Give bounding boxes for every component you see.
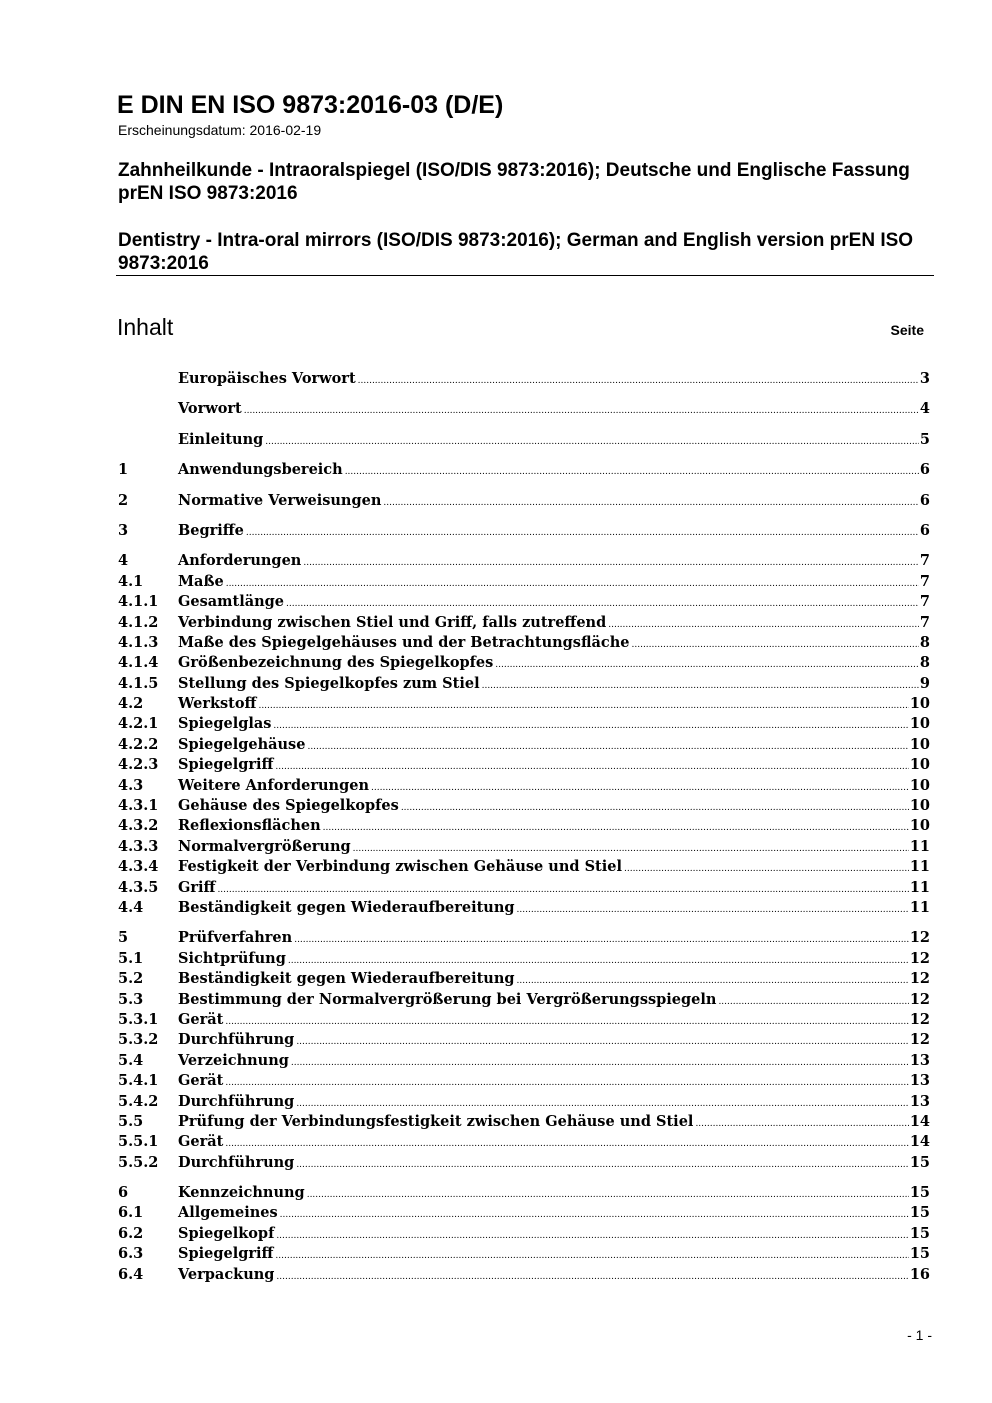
toc-entry-page: 11 (909, 898, 930, 916)
toc-entry-number: 4.3.4 (118, 858, 159, 876)
toc-entry-number: 6.2 (118, 1224, 144, 1242)
toc-entry-title: Durchführung (178, 1153, 295, 1171)
toc-entry-5-1[interactable] (118, 949, 930, 969)
toc-entry-number: 4.1.1 (118, 593, 159, 611)
toc-dot-leader (296, 1094, 909, 1114)
toc-entry-title: Einleitung (178, 430, 264, 448)
toc-entry-title: Europäisches Vorwort (178, 370, 356, 387)
toc-dot-leader (517, 900, 909, 920)
toc-dot-leader (286, 594, 919, 614)
toc-dot-leader (632, 635, 919, 655)
toc-dot-leader (225, 1012, 908, 1032)
toc-entry-4-3-5[interactable] (118, 878, 930, 898)
toc-entry-page: 12 (909, 929, 930, 947)
toc-entry-4-2-2[interactable] (118, 735, 930, 755)
toc-entry-number: 5.5.2 (118, 1153, 159, 1171)
toc-entry-5[interactable] (118, 928, 930, 948)
toc-entry-title: Gehäuse des Spiegelkopfes (178, 797, 399, 815)
toc-entry-page: 6 (919, 491, 930, 509)
toc-entry-number: 5.4.1 (118, 1072, 159, 1090)
toc-dot-leader (288, 951, 909, 971)
toc-entry-number: 4.1 (118, 572, 144, 590)
table-of-contents (118, 369, 930, 1285)
toc-entry-number: 5.4.2 (118, 1092, 159, 1110)
toc-entry-page: 11 (909, 837, 930, 855)
toc-entry-number: 4.3.2 (118, 817, 159, 835)
toc-entry-vorwort[interactable] (118, 399, 930, 419)
toc-entry-page: 15 (909, 1153, 930, 1171)
toc-entry-number: 5 (118, 929, 129, 947)
toc-entry-4-3-1[interactable] (118, 796, 930, 816)
title-german: Zahnheilkunde - Intraoralspiegel (ISO/DIS 9873:2016); Deutsche und Englische Fassung prEN ISO 9873:2016 (118, 160, 910, 204)
toc-entry-page: 8 (919, 633, 930, 651)
toc-entry-number: 4.1.4 (118, 654, 159, 672)
toc-entry-number: 5.4 (118, 1051, 144, 1069)
toc-entry-title: Normalvergrößerung (178, 837, 351, 855)
toc-dot-leader (307, 737, 908, 757)
toc-entry-4-1-5[interactable] (118, 674, 930, 694)
toc-dot-leader (291, 1053, 909, 1073)
toc-entry-number: 4.1.3 (118, 633, 159, 651)
toc-dot-leader (225, 1073, 908, 1093)
toc-entry-title: Festigkeit der Verbindung zwischen Gehäuse und Stiel (178, 858, 622, 876)
toc-entry-page: 7 (919, 552, 930, 570)
toc-dot-leader (275, 1246, 908, 1266)
toc-entry-4[interactable] (118, 551, 930, 571)
toc-entry-page: 10 (909, 715, 930, 733)
toc-entry-title: Prüfung der Verbindungsfestigkeit zwischen Gehäuse und Stiel (178, 1112, 694, 1130)
toc-entry-page: 3 (919, 370, 930, 387)
toc-entry-page: 12 (909, 970, 930, 988)
toc-entry-title: Durchführung (178, 1092, 295, 1110)
toc-entry-4-1-1[interactable] (118, 592, 930, 612)
toc-entry-number: 5.5 (118, 1112, 144, 1130)
toc-entry-title: Verzeichnung (178, 1051, 289, 1069)
toc-dot-leader (265, 432, 919, 452)
toc-entry-page: 10 (909, 735, 930, 753)
toc-entry-5-4-2[interactable] (118, 1092, 930, 1112)
toc-entry-number: 4.2.1 (118, 715, 159, 733)
toc-entry-page: 7 (919, 572, 930, 590)
toc-entry-page: 15 (909, 1245, 930, 1263)
toc-entry-title: Anwendungsbereich (178, 461, 343, 479)
toc-dot-leader (275, 757, 908, 777)
toc-entry-number: 4.1.5 (118, 674, 159, 692)
toc-entry-title: Spiegelgehäuse (178, 735, 306, 753)
publication-date: Erscheinungsdatum: 2016-02-19 (118, 122, 322, 138)
toc-entry-title: Größenbezeichnung des Spiegelkopfes (178, 654, 494, 672)
toc-entry-number: 1 (118, 461, 129, 479)
toc-entry-page: 5 (919, 430, 930, 448)
toc-entry-4-1[interactable] (118, 572, 930, 592)
toc-entry-page: 13 (909, 1072, 930, 1090)
toc-entry-number: 3 (118, 521, 129, 539)
toc-entry-5-5[interactable] (118, 1112, 930, 1132)
toc-entry-title: Bestimmung der Normalvergrößerung bei Vergrößerungsspiegeln (178, 990, 717, 1008)
toc-entry-page: 12 (909, 1031, 930, 1049)
toc-entry-title: Begriffe (178, 521, 244, 539)
toc-dot-leader (307, 1185, 909, 1205)
toc-entry-europaeisches-vorwort[interactable] (118, 369, 930, 389)
toc-entry-number: 4.3.3 (118, 837, 159, 855)
toc-entry-number: 4.1.2 (118, 613, 159, 631)
toc-entry-4-2-3[interactable] (118, 755, 930, 775)
toc-entry-title: Verbindung zwischen Stiel und Griff, falls zutreffend (178, 613, 607, 631)
toc-entry-number: 4.2.3 (118, 756, 159, 774)
toc-entry-5-5-1[interactable] (118, 1132, 930, 1152)
toc-entry-page: 4 (919, 400, 930, 418)
toc-dot-leader (296, 1155, 909, 1175)
toc-entry-number: 5.3.2 (118, 1031, 159, 1049)
toc-entry-6-4[interactable] (118, 1265, 930, 1285)
toc-entry-title: Maße des Spiegelgehäuses und der Betrachtungsfläche (178, 633, 630, 651)
toc-entry-title: Spiegelkopf (178, 1224, 275, 1242)
toc-entry-title: Griff (178, 878, 216, 896)
header-divider (116, 275, 934, 276)
toc-entry-title: Weitere Anforderungen (178, 776, 370, 794)
toc-dot-leader (323, 818, 909, 838)
toc-entry-title: Sichtprüfung (178, 949, 286, 967)
toc-dot-leader (276, 1226, 909, 1246)
toc-entry-5-2[interactable] (118, 969, 930, 989)
toc-entry-title: Prüfverfahren (178, 929, 293, 947)
toc-entry-title: Durchführung (178, 1031, 295, 1049)
toc-entry-5-4-1[interactable] (118, 1071, 930, 1091)
toc-entry-title: Anforderungen (178, 552, 302, 570)
toc-entry-page: 12 (909, 990, 930, 1008)
toc-entry-title: Stellung des Spiegelkopfes zum Stiel (178, 674, 480, 692)
toc-entry-1[interactable] (118, 460, 930, 480)
toc-entry-4-1-4[interactable] (118, 653, 930, 673)
toc-entry-number: 6.3 (118, 1245, 144, 1263)
toc-dot-leader (217, 880, 908, 900)
toc-dot-leader (303, 553, 919, 573)
toc-dot-leader (225, 1134, 908, 1154)
toc-dot-leader (258, 696, 908, 716)
toc-entry-title: Beständigkeit gegen Wiederaufbereitung (178, 898, 515, 916)
toc-dot-leader (358, 371, 919, 391)
toc-entry-page: 7 (919, 593, 930, 611)
toc-entry-page: 6 (919, 521, 930, 539)
toc-entry-title: Spiegelgriff (178, 756, 274, 774)
toc-entry-page: 15 (909, 1184, 930, 1202)
document-id: E DIN EN ISO 9873:2016-03 (D/E) (117, 91, 504, 119)
toc-dot-leader (495, 655, 919, 675)
toc-entry-4-3-2[interactable] (118, 816, 930, 836)
toc-entry-page: 15 (909, 1224, 930, 1242)
toc-dot-leader (401, 798, 909, 818)
toc-entry-5-4[interactable] (118, 1051, 930, 1071)
toc-dot-leader (383, 493, 919, 513)
toc-entry-title: Gesamtlänge (178, 593, 285, 611)
toc-entry-page: 10 (909, 817, 930, 835)
toc-entry-6-1[interactable] (118, 1203, 930, 1223)
toc-entry-page: 14 (909, 1133, 930, 1151)
toc-dot-leader (273, 716, 908, 736)
toc-entry-4-1-3[interactable] (118, 633, 930, 653)
toc-entry-number: 4.2 (118, 695, 144, 713)
toc-entry-4-2-1[interactable] (118, 714, 930, 734)
toc-entry-5-3-2[interactable] (118, 1030, 930, 1050)
toc-entry-6[interactable] (118, 1183, 930, 1203)
toc-entry-title: Normative Verweisungen (178, 491, 382, 509)
toc-entry-number: 5.3.1 (118, 1010, 159, 1028)
toc-dot-leader (294, 930, 909, 950)
toc-entry-title: Gerät (178, 1133, 224, 1151)
toc-entry-page: 9 (919, 674, 930, 692)
toc-entry-title: Allgemeines (178, 1204, 278, 1222)
toc-entry-title: Spiegelglas (178, 715, 272, 733)
toc-entry-3[interactable] (118, 521, 930, 541)
toc-entry-number: 4.2.2 (118, 735, 159, 753)
toc-entry-page: 14 (909, 1112, 930, 1130)
toc-entry-page: 12 (909, 1010, 930, 1028)
toc-entry-number: 4.3 (118, 776, 144, 794)
toc-entry-title: Werkstoff (178, 695, 257, 713)
toc-entry-page: 11 (909, 858, 930, 876)
toc-entry-page: 16 (909, 1265, 930, 1283)
toc-entry-page: 12 (909, 949, 930, 967)
toc-entry-page: 13 (909, 1092, 930, 1110)
toc-entry-page: 10 (909, 695, 930, 713)
toc-dot-leader (517, 971, 909, 991)
toc-entry-title: Maße (178, 572, 224, 590)
toc-entry-page: 15 (909, 1204, 930, 1222)
toc-entry-number: 4.4 (118, 898, 144, 916)
toc-entry-5-5-2[interactable] (118, 1153, 930, 1173)
toc-entry-title: Gerät (178, 1010, 224, 1028)
toc-dot-leader (296, 1032, 909, 1052)
toc-dot-leader (345, 462, 919, 482)
toc-entry-number: 5.2 (118, 970, 144, 988)
toc-entry-6-2[interactable] (118, 1224, 930, 1244)
toc-dot-leader (353, 839, 909, 859)
toc-entry-page: 13 (909, 1051, 930, 1069)
toc-entry-title: Vorwort (178, 400, 242, 418)
toc-entry-page: 6 (919, 461, 930, 479)
toc-entry-number: 5.5.1 (118, 1133, 159, 1151)
toc-entry-number: 4.3.1 (118, 797, 159, 815)
toc-entry-title: Gerät (178, 1072, 224, 1090)
toc-entry-page: 8 (919, 654, 930, 672)
toc-entry-page: 10 (909, 776, 930, 794)
toc-dot-leader (624, 859, 909, 879)
toc-dot-leader (371, 778, 909, 798)
toc-dot-leader (246, 523, 919, 543)
toc-entry-title: Kennzeichnung (178, 1184, 305, 1202)
toc-dot-leader (226, 574, 919, 594)
toc-page-column-label: Seite (890, 322, 924, 338)
toc-entry-4-2[interactable] (118, 694, 930, 714)
toc-entry-number: 4 (118, 552, 129, 570)
toc-entry-5-3[interactable] (118, 990, 930, 1010)
toc-entry-number: 4.3.5 (118, 878, 159, 896)
toc-entry-number: 6 (118, 1184, 129, 1202)
toc-entry-6-3[interactable] (118, 1244, 930, 1264)
toc-entry-5-3-1[interactable] (118, 1010, 930, 1030)
toc-dot-leader (695, 1114, 908, 1134)
toc-entry-number: 2 (118, 491, 129, 509)
toc-entry-page: 10 (909, 797, 930, 815)
toc-dot-leader (482, 676, 919, 696)
toc-entry-2[interactable] (118, 491, 930, 511)
toc-entry-4-3-4[interactable] (118, 857, 930, 877)
toc-entry-einleitung[interactable] (118, 430, 930, 450)
toc-dot-leader (608, 615, 919, 635)
toc-entry-title: Beständigkeit gegen Wiederaufbereitung (178, 970, 515, 988)
toc-entry-page: 11 (909, 878, 930, 896)
title-english: Dentistry - Intra-oral mirrors (ISO/DIS 9873:2016); German and English version prEN ISO 9873:2016 (118, 230, 914, 274)
toc-entry-number: 6.1 (118, 1204, 144, 1222)
toc-entry-4-3[interactable] (118, 776, 930, 796)
toc-entry-number: 5.3 (118, 990, 144, 1008)
toc-entry-page: 10 (909, 756, 930, 774)
toc-entry-number: 5.1 (118, 949, 144, 967)
toc-dot-leader (718, 992, 908, 1012)
toc-entry-number: 6.4 (118, 1265, 144, 1283)
toc-entry-4-4[interactable] (118, 898, 930, 918)
page-number: - 1 - (907, 1327, 932, 1343)
toc-dot-leader (244, 401, 919, 421)
toc-entry-title: Reflexionsflächen (178, 817, 321, 835)
toc-entry-4-1-2[interactable] (118, 613, 930, 633)
toc-entry-title: Verpackung (178, 1265, 275, 1283)
toc-heading: Inhalt (117, 314, 174, 340)
toc-entry-4-3-3[interactable] (118, 837, 930, 857)
toc-dot-leader (280, 1205, 909, 1225)
toc-entry-page: 7 (919, 613, 930, 631)
toc-dot-leader (276, 1267, 908, 1287)
toc-entry-title: Spiegelgriff (178, 1245, 274, 1263)
